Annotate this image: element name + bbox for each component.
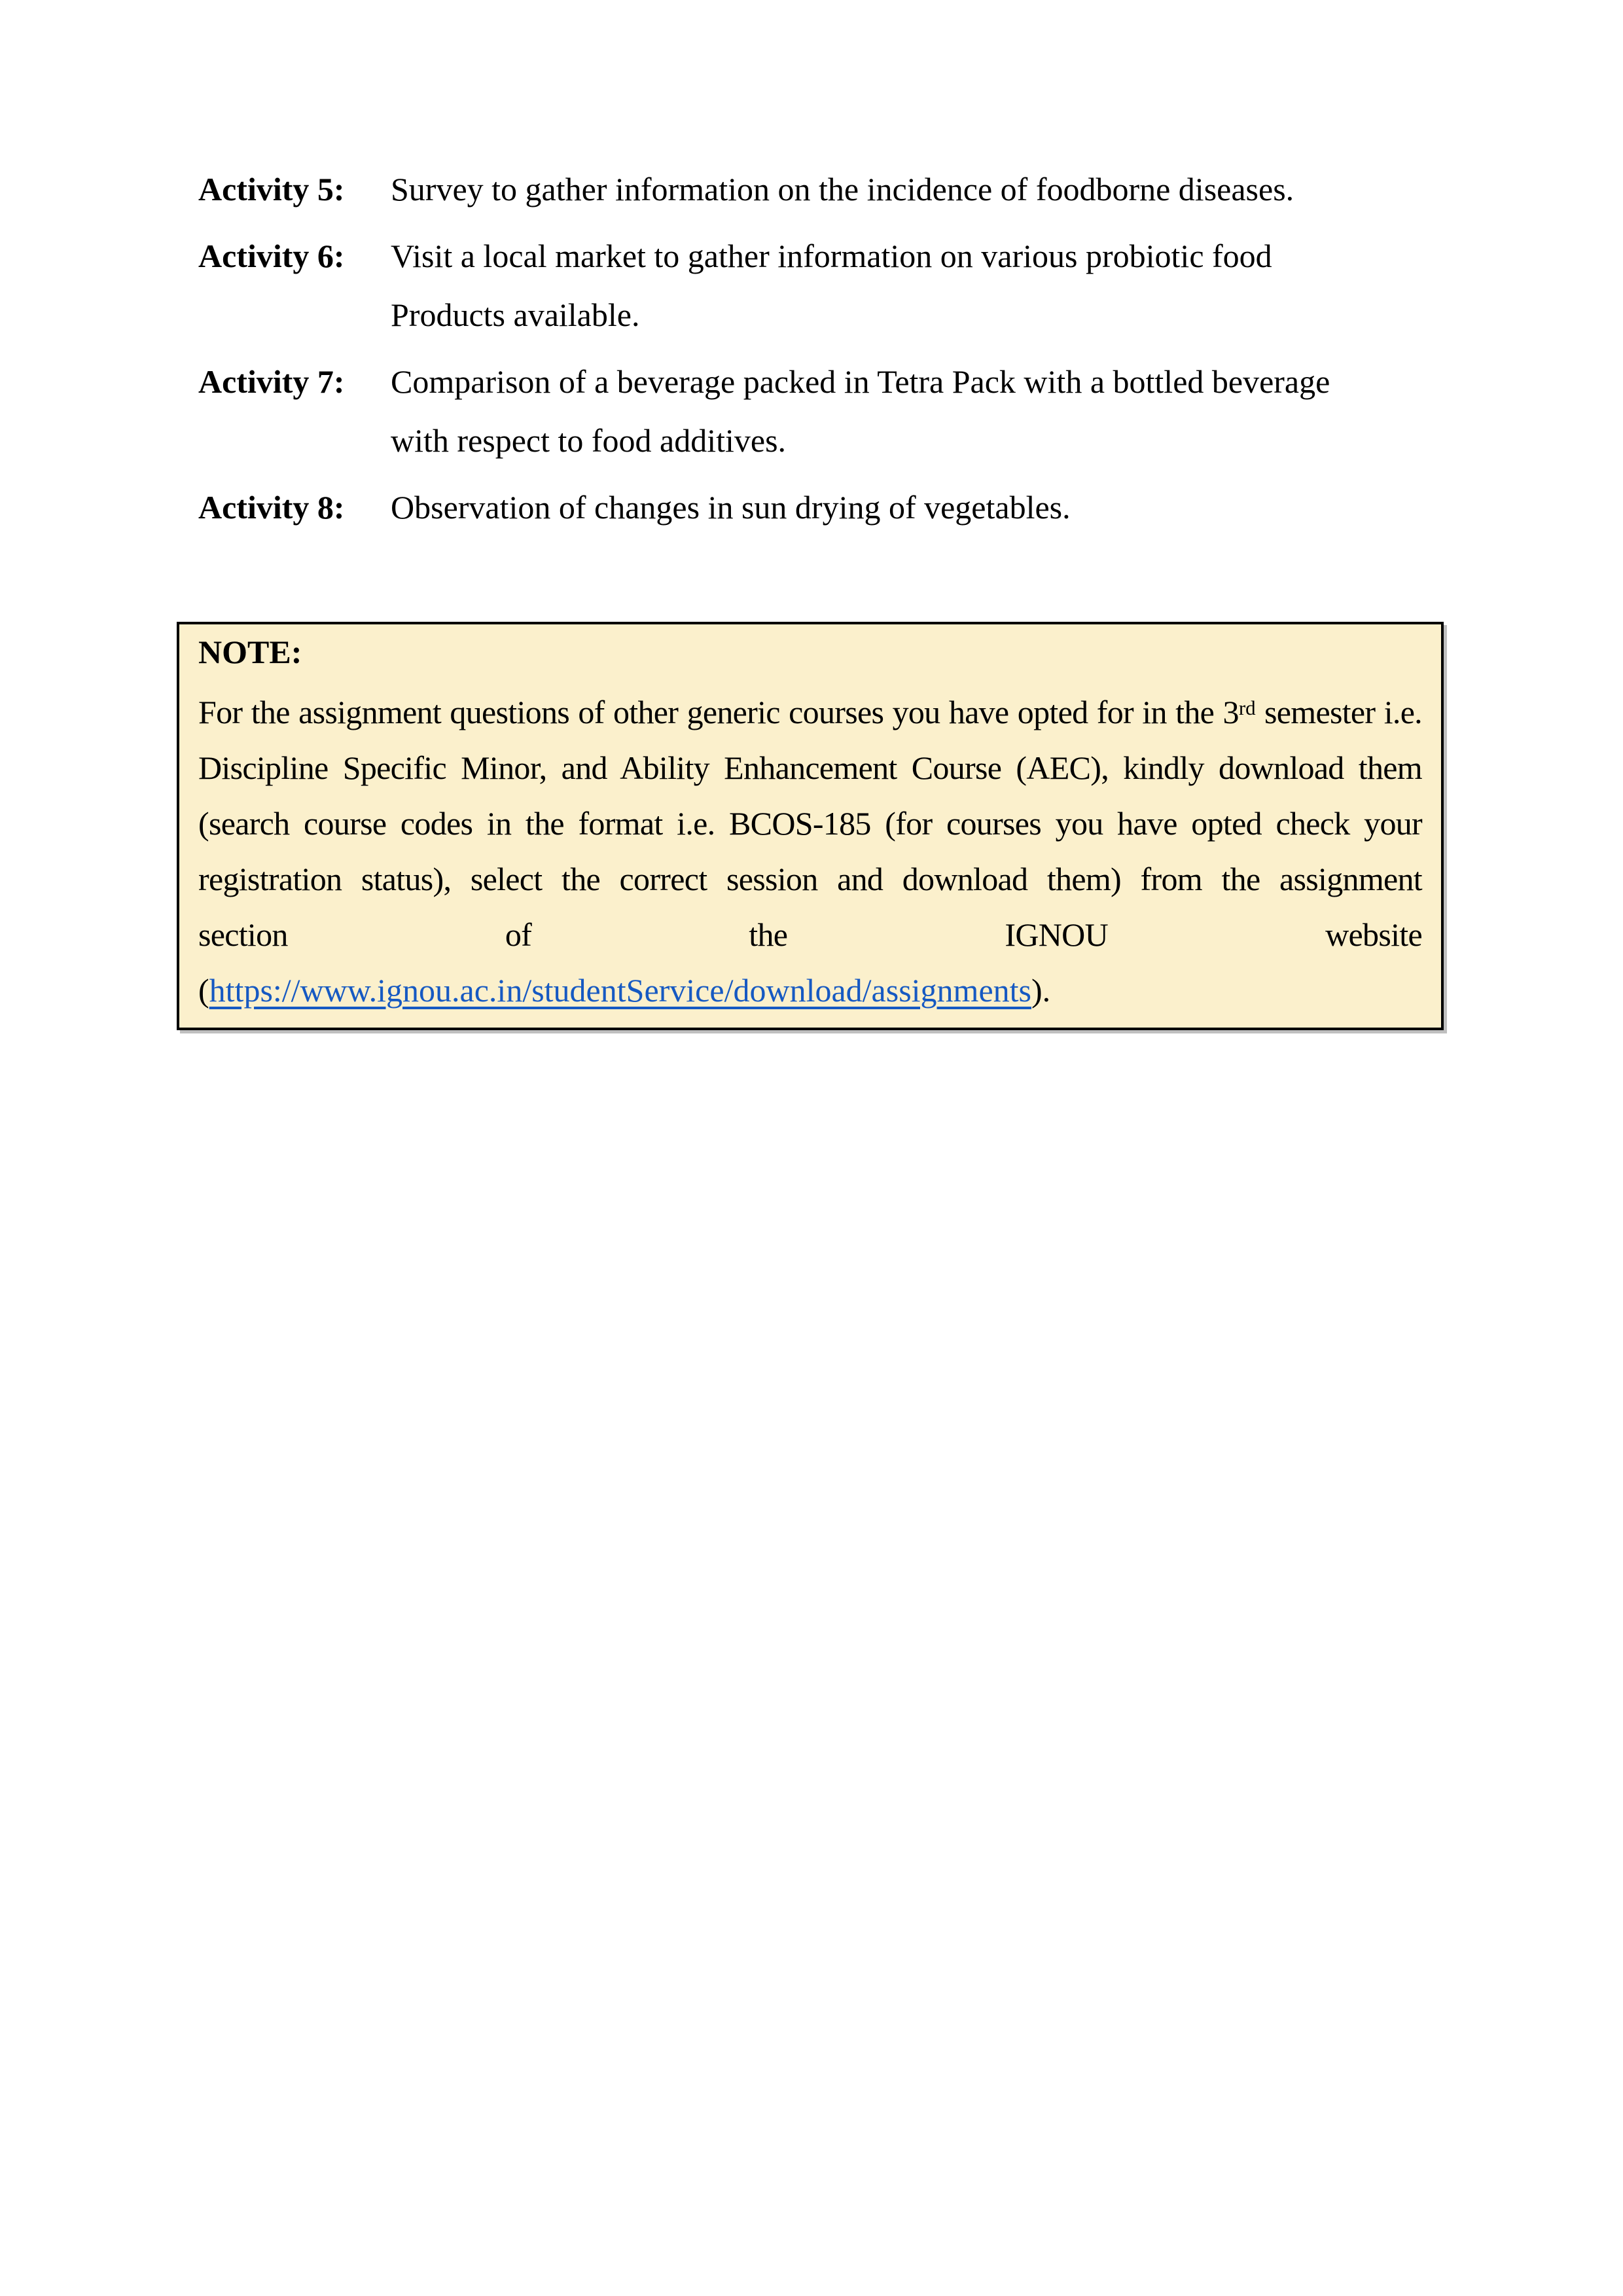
activity-line: Survey to gather information on the incidence of foodborne diseases. bbox=[391, 171, 1294, 207]
activity-6-label: Activity 6: bbox=[198, 238, 345, 274]
note-box bbox=[177, 622, 1444, 1030]
note-link-line bbox=[198, 963, 1422, 1018]
note-title: NOTE: bbox=[198, 634, 302, 670]
activity-5-label: Activity 5: bbox=[198, 171, 345, 207]
activity-row-8 bbox=[198, 478, 1448, 537]
note-line-3: (search course codes in the format i.e. BCOS-185 (for courses you have opted check your bbox=[198, 805, 1422, 842]
activity-5-description bbox=[391, 160, 1294, 219]
activity-row-5 bbox=[198, 160, 1448, 219]
activity-8-description bbox=[391, 478, 1071, 537]
activity-8-label: Activity 8: bbox=[198, 489, 345, 526]
activity-row-7 bbox=[198, 352, 1448, 470]
activity-line: Visit a local market to gather information on various probiotic food bbox=[391, 238, 1272, 274]
activity-6-description bbox=[391, 226, 1272, 344]
ordinal-superscript: rd bbox=[1238, 696, 1256, 719]
activities-list bbox=[198, 160, 1448, 545]
note-line-5: section of the IGNOU website bbox=[198, 916, 1422, 954]
activity-row-6 bbox=[198, 226, 1448, 344]
note-line-2: Discipline Specific Minor, and Ability Enhancement Course (AEC), kindly download them bbox=[198, 749, 1422, 787]
link-close-paren: ). bbox=[1031, 972, 1051, 1009]
note-line-1-text: For the assignment questions of other generic courses you have opted for in the 3 bbox=[198, 694, 1239, 731]
activity-line: with respect to food additives. bbox=[391, 422, 787, 459]
activity-7-label: Activity 7: bbox=[198, 363, 345, 400]
note-line-1-tail: semester i.e. bbox=[1255, 694, 1422, 731]
activity-line: Comparison of a beverage packed in Tetra Pack with a bottled beverage bbox=[391, 363, 1330, 400]
activity-line: Observation of changes in sun drying of vegetables. bbox=[391, 489, 1071, 526]
link-open-paren: ( bbox=[198, 972, 209, 1009]
assignments-download-link[interactable]: https://www.ignou.ac.in/studentService/download/assignments bbox=[209, 972, 1031, 1009]
note-line-4: registration status), select the correct session and download them) from the assignment bbox=[198, 861, 1422, 898]
activity-7-description bbox=[391, 352, 1330, 470]
activity-line: Products available. bbox=[391, 296, 640, 333]
note-line-1 bbox=[198, 680, 1422, 740]
